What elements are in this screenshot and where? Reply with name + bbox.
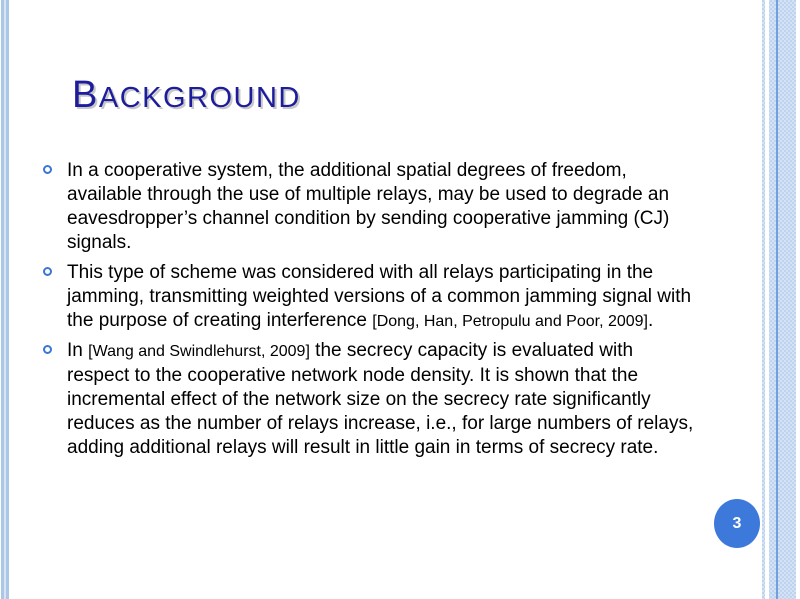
left-border-stripe [0,0,10,599]
bullet-item [42,339,694,460]
slide-title: BACKGROUND [72,74,301,116]
bullet-text [67,159,694,256]
bullet-circle-icon [43,345,52,354]
bullet-text [67,339,694,460]
bullet-list [42,159,694,465]
bullet-circle-icon [43,165,52,174]
bullet-circle-icon [43,267,52,276]
bullet-item [42,261,694,334]
page-number-badge [714,499,760,548]
bullet-text-tail: . [648,310,654,331]
bullet-text-main: In [67,340,89,361]
bullet-text-main: In a cooperative system, the additional spatial degrees of freedom, available through the use of multiple relays, may be used to degrade an eavesdropper’s channel condition by sending cooperative jamming (CJ) signals. [67,160,670,253]
bullet-text [67,261,694,334]
page-number: 3 [732,514,742,532]
bullet-text-tail: the secrecy capacity is evaluated with respect to the cooperative network node density. It is shown that the incremental effect of the network size on the secrecy rate significantly reduces as the number of relays increase, i.e., for large numbers of relays, adding additional relays will result in little gain in terms of secrecy rate. [67,340,694,458]
bullet-citation: [Wang and Swindlehurst, 2009] [88,343,310,360]
bullet-text-main: This type of scheme was considered with all relays participating in the jamming, transmitting weighted versions of a common jamming signal with the purpose of creating interference [67,262,692,331]
right-border-band [762,0,800,599]
bullet-item [42,159,694,256]
bullet-citation: [Dong, Han, Petropulu and Poor, 2009] [372,313,648,330]
